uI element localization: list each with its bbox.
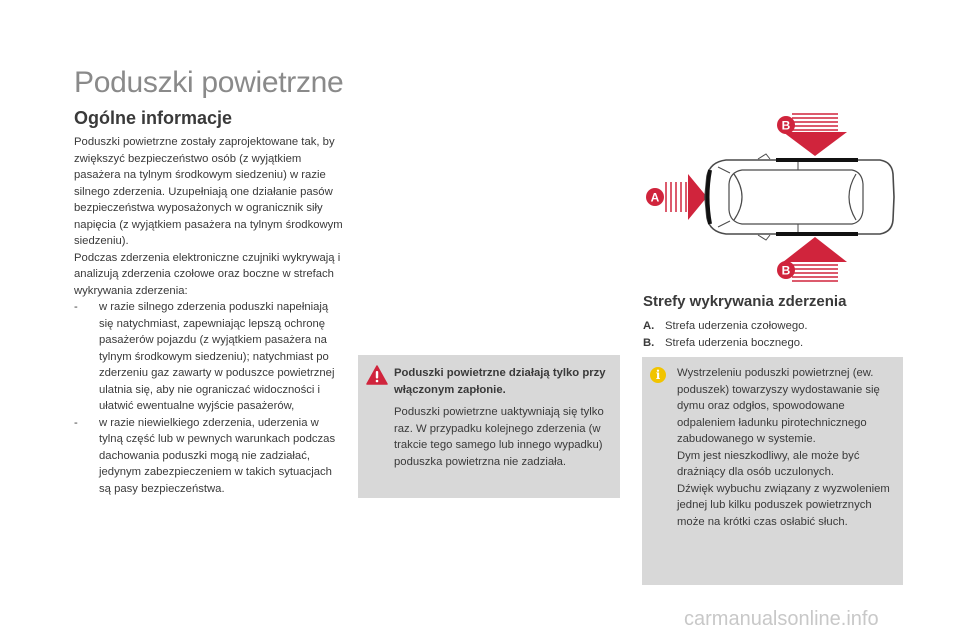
general-info-text <box>74 134 344 497</box>
list-item-text: w razie niewielkiego zderzenia, uderzenia w tylną część lub w pewnych warunkach podczas dachowania poduszki mogą nie zadziałać, jedynym zabezpieczeniem w takich sytuacjach są pasy bezpieczeństwa. <box>99 416 336 495</box>
zone-badge-a <box>646 188 664 206</box>
info-paragraph: Wystrzeleniu poduszki powietrznej (ew. poduszek) towarzyszy wydostawanie się dymu oraz odgłos, spowodowane odpaleniem ładunku pirotechnicznego zabudowanego w systemie. <box>677 367 880 445</box>
info-paragraph-2: Dym jest nieszkodliwy, ale może być drażniący dla osób uczulonych. <box>677 449 860 478</box>
zone-badge-b-bottom <box>777 261 795 279</box>
car-top-view-diagram <box>630 110 910 285</box>
deployment-list <box>74 299 344 497</box>
info-paragraph-3: Dźwięk wybuchu związany z wyzwoleniem jednej lub kilku poduszek powietrznych może na krótki czas osłabić słuch. <box>677 482 890 528</box>
info-icon: i <box>650 367 666 383</box>
info-box <box>642 357 903 585</box>
zone-letter: A. <box>643 320 655 332</box>
info-text <box>677 365 899 530</box>
warning-box <box>358 355 620 498</box>
warning-title: Poduszki powietrzne działają tylko przy włączonym zapłonie. <box>394 367 606 396</box>
zone-label-a: A <box>650 190 660 205</box>
exclamation-icon <box>366 365 388 385</box>
watermark: carmanualsonline.info <box>684 608 879 630</box>
zone-badge-b-top <box>777 116 795 134</box>
intro-paragraph: Poduszki powietrzne zostały zaprojektowane tak, by zwiększyć bezpieczeństwo osób (z wyjątkiem pasażera na tylnym środkowym siedzeniu) w razie silnego zderzenia. Uzupełniają one działanie pasów bezpieczeństwa wyposażonych w ogranicznik siły napięcia (z wyjątkiem pasażera na tylnym środkowym siedzeniu). <box>74 136 343 247</box>
zone-label-b-top: B <box>781 118 791 133</box>
detection-zones-heading: Strefy wykrywania zderzenia <box>643 293 847 310</box>
list-item <box>74 415 344 498</box>
list-item-text: w razie silnego zderzenia poduszki napełniają się natychmiast, zapewniając lepszą ochronę pasażerów pojazdu (z wyjątkiem pasażera na tylnym środkowym siedzeniu); natychmiast po zderzeniu gaz zawarty w poduszce powietrznej ulatnia się, aby nie ograniczać widoczności i ułatwić ewentualne wyjście pasażerów, <box>99 301 335 412</box>
list-dash: - <box>74 416 78 429</box>
zone-description: Strefa uderzenia czołowego. <box>665 320 808 332</box>
list-item <box>74 299 344 415</box>
zone-letter: B. <box>643 336 655 349</box>
page-title: Poduszki powietrzne <box>74 66 344 99</box>
detection-zones-list <box>643 318 903 351</box>
front-impact-arrow <box>666 174 707 220</box>
list-dash: - <box>74 301 78 313</box>
warning-text: Poduszki powietrzne uaktywniają się tylko raz. W przypadku kolejnego zderzenia (w trakcie tego samego lub innego wypadku) poduszka powietrzna nie zadziała. <box>394 406 604 468</box>
zone-description: Strefa uderzenia bocznego. <box>665 336 804 349</box>
list-item <box>643 335 903 352</box>
list-item <box>643 318 903 335</box>
intro-paragraph-2: Podczas zderzenia elektroniczne czujniki wykrywają i analizują zderzenia czołowe oraz boczne w strefach wykrywania zderzenia: <box>74 251 341 297</box>
car-outline <box>705 154 894 240</box>
zone-label-b-bottom: B <box>781 263 791 278</box>
general-info-heading: Ogólne informacje <box>74 108 233 128</box>
